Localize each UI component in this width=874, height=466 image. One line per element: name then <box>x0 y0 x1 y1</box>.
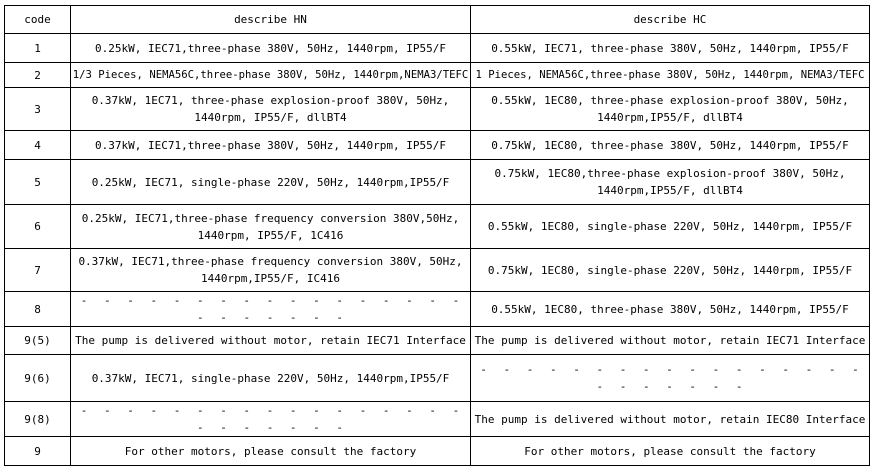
table-row <box>5 327 870 355</box>
cell-hc: The pump is delivered without motor, retain IEC80 Interface <box>471 402 870 437</box>
cell-hn: The pump is delivered without motor, retain IEC71 Interface <box>71 327 471 355</box>
cell-hn: 0.37kW, IEC71, single-phase 220V, 50Hz, 1440rpm,IP55/F <box>71 355 471 402</box>
cell-code: 9(5) <box>5 327 71 355</box>
cell-hc: 0.75kW, 1EC80, three-phase 380V, 50Hz, 1440rpm, IP55/F <box>471 131 870 160</box>
table-row <box>5 355 870 402</box>
table-row <box>5 88 870 131</box>
cell-hc: The pump is delivered without motor, retain IEC71 Interface <box>471 327 870 355</box>
table-row <box>5 131 870 160</box>
cell-hc-dashes: - - - - - - - - - - - - - - - - - - - - - - - - <box>471 355 870 402</box>
cell-hn-dashes: - - - - - - - - - - - - - - - - - - - - - - - - <box>71 292 471 327</box>
table-row <box>5 402 870 437</box>
cell-code: 6 <box>5 205 71 249</box>
cell-code: 2 <box>5 63 71 88</box>
cell-hn: 0.37kW, IEC71,three-phase 380V, 50Hz, 1440rpm, IP55/F <box>71 131 471 160</box>
table-row <box>5 34 870 63</box>
cell-code: 3 <box>5 88 71 131</box>
cell-hn: 0.37kW, IEC71,three-phase frequency conversion 380V, 50Hz, 1440rpm,IP55/F, IC416 <box>71 249 471 292</box>
table-row <box>5 249 870 292</box>
motor-spec-table <box>4 5 870 466</box>
cell-hc: 0.75kW, 1EC80,three-phase explosion-proof 380V, 50Hz, 1440rpm,IP55/F, dllBT4 <box>471 160 870 205</box>
cell-code: 9(6) <box>5 355 71 402</box>
cell-code: 8 <box>5 292 71 327</box>
cell-hn: For other motors, please consult the factory <box>71 437 471 466</box>
table-row <box>5 63 870 88</box>
cell-hn-dashes: - - - - - - - - - - - - - - - - - - - - - - - - <box>71 402 471 437</box>
cell-hn: 0.37kW, 1EC71, three-phase explosion-proof 380V, 50Hz, 1440rpm, IP55/F, dllBT4 <box>71 88 471 131</box>
header-describe-hn: describe HN <box>71 6 471 34</box>
cell-hc: 1 Pieces, NEMA56C,three-phase 380V, 50Hz, 1440rpm, NEMA3/TEFC <box>471 63 870 88</box>
cell-code: 5 <box>5 160 71 205</box>
cell-hc: 0.75kW, 1EC80, single-phase 220V, 50Hz, 1440rpm, IP55/F <box>471 249 870 292</box>
header-row <box>5 6 870 34</box>
cell-hn: 1/3 Pieces, NEMA56C,three-phase 380V, 50Hz, 1440rpm,NEMA3/TEFC <box>71 63 471 88</box>
cell-hn: 0.25kW, IEC71,three-phase frequency conversion 380V,50Hz, 1440rpm, IP55/F, 1C416 <box>71 205 471 249</box>
cell-hc: 0.55kW, 1EC80, single-phase 220V, 50Hz, 1440rpm, IP55/F <box>471 205 870 249</box>
cell-hc: 0.55kW, 1EC80, three-phase explosion-proof 380V, 50Hz, 1440rpm,IP55/F, dllBT4 <box>471 88 870 131</box>
cell-code: 9 <box>5 437 71 466</box>
cell-code: 1 <box>5 34 71 63</box>
cell-hc: 0.55kW, IEC71, three-phase 380V, 50Hz, 1440rpm, IP55/F <box>471 34 870 63</box>
cell-hn: 0.25kW, IEC71,three-phase 380V, 50Hz, 1440rpm, IP55/F <box>71 34 471 63</box>
table-row <box>5 160 870 205</box>
cell-hn: 0.25kW, IEC71, single-phase 220V, 50Hz, 1440rpm,IP55/F <box>71 160 471 205</box>
cell-code: 4 <box>5 131 71 160</box>
header-code: code <box>5 6 71 34</box>
table-row <box>5 292 870 327</box>
cell-code: 9(8) <box>5 402 71 437</box>
cell-code: 7 <box>5 249 71 292</box>
cell-hc: 0.55kW, 1EC80, three-phase 380V, 50Hz, 1440rpm, IP55/F <box>471 292 870 327</box>
table-row <box>5 437 870 466</box>
header-describe-hc: describe HC <box>471 6 870 34</box>
cell-hc: For other motors, please consult the factory <box>471 437 870 466</box>
table-row <box>5 205 870 249</box>
